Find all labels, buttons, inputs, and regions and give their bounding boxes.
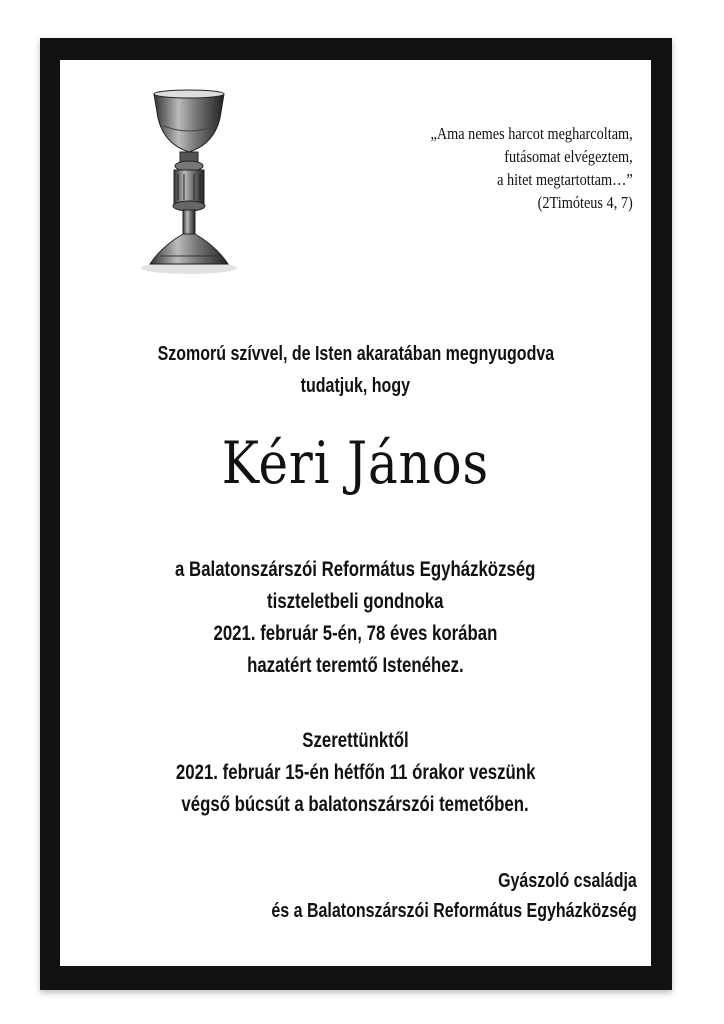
- biography-text: [60, 554, 651, 682]
- bio-line: hazatért teremtő Istenéhez.: [247, 654, 464, 677]
- chalice-icon: [134, 86, 244, 278]
- funeral-line: 2021. február 15-én hétfőn 11 órakor veszünk: [175, 761, 536, 784]
- signature-line: Gyászoló családja: [498, 870, 637, 892]
- bio-line: a Balatonszárszói Református Egyházközség: [175, 558, 536, 581]
- deceased-name-block: [60, 428, 651, 498]
- obituary-notice: [60, 60, 651, 966]
- signature-line: és a Balatonszárszói Református Egyházközség: [271, 900, 637, 922]
- signature: [180, 866, 637, 926]
- quote-line: futásomat elvégeztem,: [504, 147, 633, 166]
- bio-line: 2021. február 5-én, 78 éves korában: [213, 622, 498, 645]
- bible-quote: [431, 122, 633, 214]
- bio-line: tiszteletbeli gondnoka: [267, 590, 444, 613]
- deceased-name: Kéri János: [221, 429, 490, 497]
- funeral-details: [60, 725, 651, 821]
- funeral-line: végső búcsút a balatonszárszói temetőben.: [181, 793, 530, 816]
- intro-line: Szomorú szívvel, de Isten akaratában megnyugodva: [157, 343, 554, 365]
- funeral-line: Szerettünktől: [302, 729, 409, 752]
- quote-line: „Ama nemes harcot megharcoltam,: [430, 124, 633, 143]
- quote-reference: (2Timóteus 4, 7): [537, 193, 633, 212]
- intro-line: tudatjuk, hogy: [300, 375, 411, 397]
- quote-line: a hitet megtartottam…”: [497, 170, 633, 189]
- black-frame: [40, 38, 672, 990]
- intro-text: [60, 338, 651, 402]
